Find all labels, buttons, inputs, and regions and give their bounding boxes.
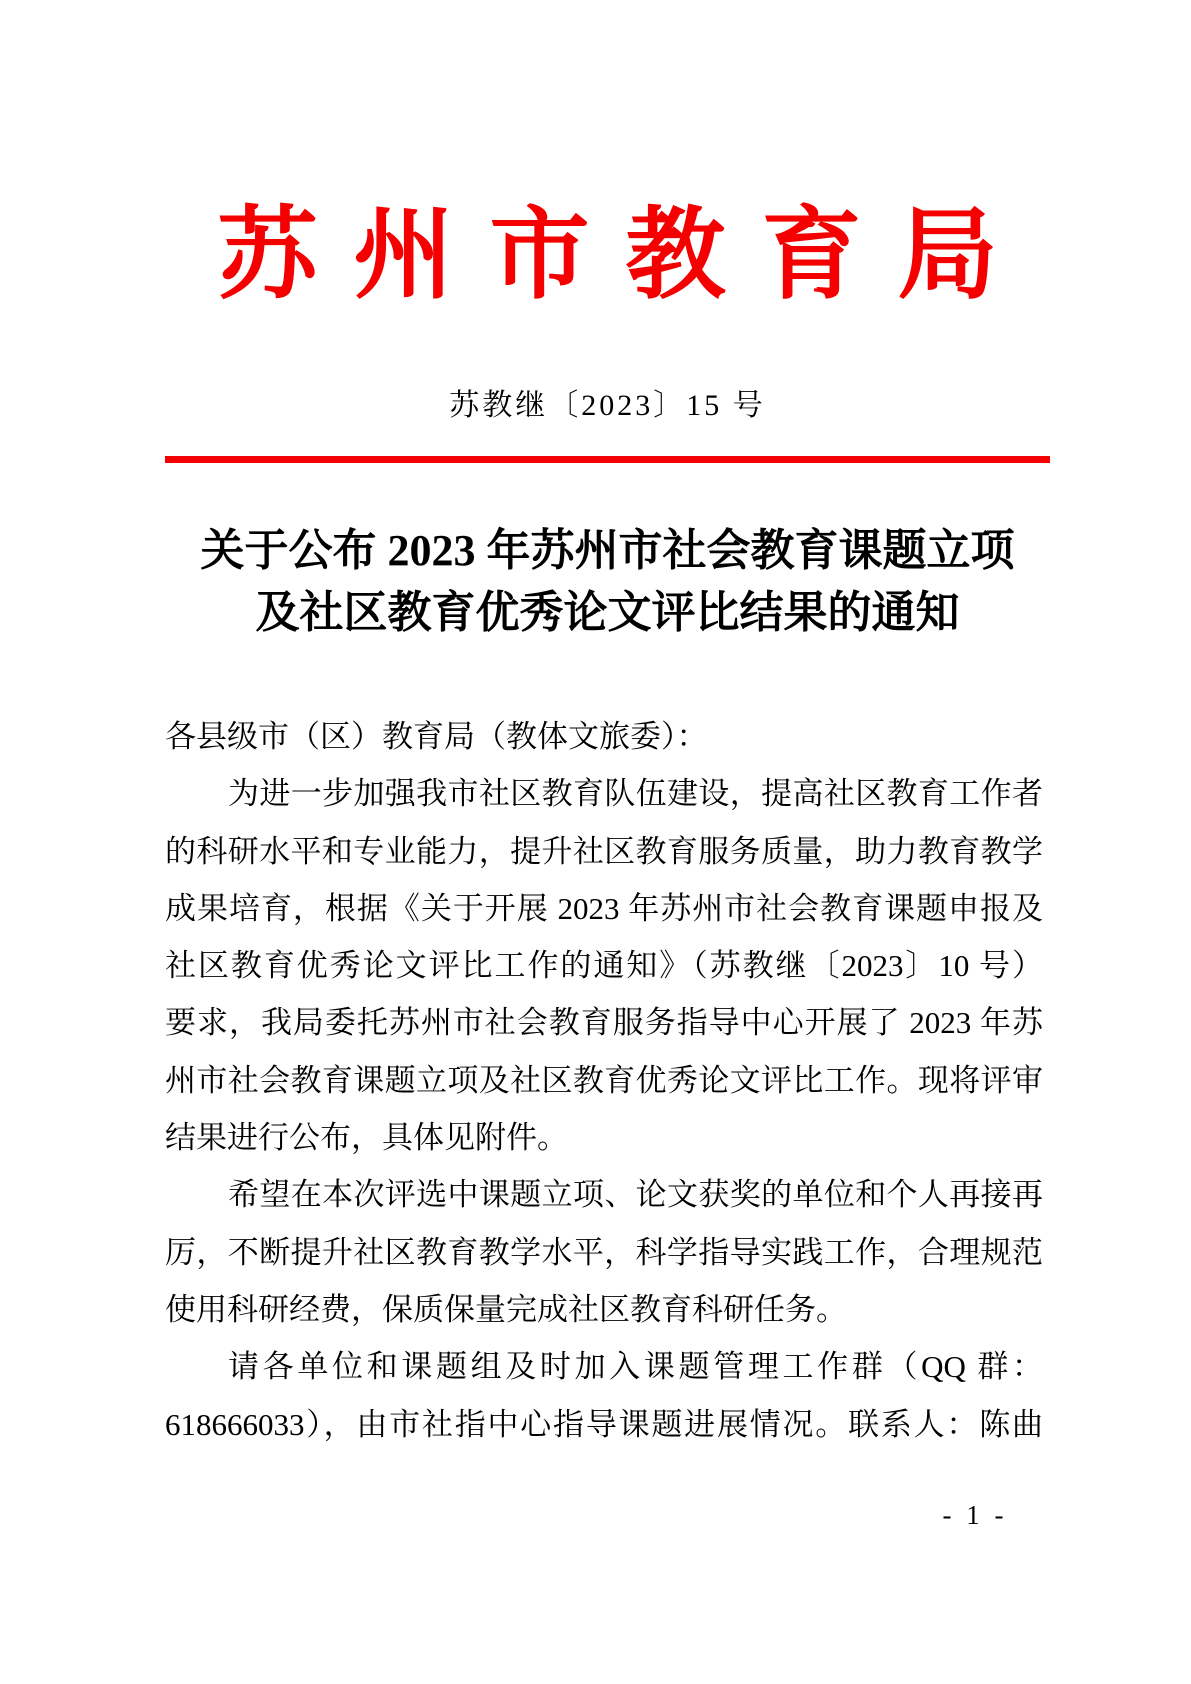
body-line: 厉，不断提升社区教育教学水平，科学指导实践工作，合理规范 [165,1234,1043,1270]
body-line: 社区教育优秀论文评比工作的通知》（苏教继〔2023〕10 号） [165,948,1043,984]
body-line: 希望在本次评选中课题立项、论文获奖的单位和个人再接再 [228,1177,1043,1213]
body-line: 要求，我局委托苏州市社会教育服务指导中心开展了 2023 年苏 [165,1005,1043,1041]
body-line: 的科研水平和专业能力，提升社区教育服务质量，助力教育教学 [165,833,1043,869]
body-line: 请各单位和课题组及时加入课题管理工作群（QQ 群： [228,1349,1043,1385]
page-number: - 1 - [942,1500,1004,1530]
body-line: 州市社会教育课题立项及社区教育优秀论文评比工作。现将评审 [165,1062,1043,1098]
red-divider-line [165,456,1050,463]
document-title-line2: 及社区教育优秀论文评比结果的通知 [255,588,960,637]
document-title [145,520,1070,644]
body-line: 使用科研经费，保质保量完成社区教育科研任务。 [165,1291,847,1327]
document-body [165,708,1043,1453]
body-line: 成果培育，根据《关于开展 2023 年苏州市社会教育课题申报及 [165,890,1043,926]
body-line: 618666033），由市社指中心指导课题进展情况。联系人：陈曲 [165,1406,1043,1442]
body-line: 结果进行公布，具体见附件。 [165,1120,568,1156]
document-title-line1: 关于公布 2023 年苏州市社会教育课题立项 [200,526,1015,575]
body-line: 为进一步加强我市社区教育队伍建设，提高社区教育工作者 [228,776,1043,812]
document-number: 苏教继〔2023〕15 号 [449,389,766,422]
body-line-salutation: 各县级市（区）教育局（教体文旅委）： [165,719,708,754]
agency-header-title: 苏州市教育局 [217,200,1034,311]
